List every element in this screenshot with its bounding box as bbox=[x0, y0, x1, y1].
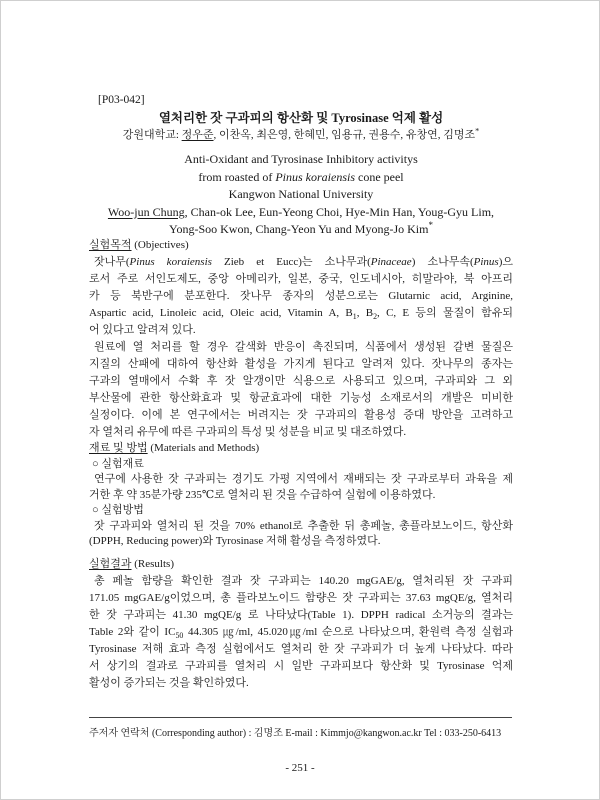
english-authors-line-1 bbox=[89, 204, 513, 222]
subscript-text: 2 bbox=[373, 312, 378, 322]
text-run: (Objectives) bbox=[131, 239, 189, 251]
species-name: Pinus koraiensis bbox=[275, 169, 355, 184]
underlined-text: 재료 및 방법 bbox=[89, 442, 148, 454]
text-run: 잣나무( bbox=[94, 256, 130, 268]
italic-text: Pinaceae bbox=[370, 256, 412, 268]
coauthors-english: Yong-Soo Kwon, Chang-Yeon Yu and Myong-Jo Kim bbox=[169, 222, 429, 236]
paragraph-line bbox=[89, 624, 513, 641]
corresponding-author-mark: * bbox=[475, 126, 480, 136]
underlined-text: 실험결과 bbox=[89, 557, 132, 570]
paragraph bbox=[89, 472, 513, 503]
coauthors-korean: , 이찬옥, 최은영, 한혜민, 임용규, 권용수, 유창연, 김명조 bbox=[213, 129, 476, 141]
subscript-text: 1 bbox=[352, 312, 357, 322]
english-authors-line-2 bbox=[89, 221, 513, 239]
corresponding-author-contact: 주저자 연락처 (Corresponding author) : 김명조 E-mail : Kimmjo@kangwon.ac.kr Tel : 033-250-6413 bbox=[89, 728, 502, 739]
text-run: 44.305 ㎍/ml, 45.020㎍/ml 순으로 나타났으며, 환원력 측정 실험과 bbox=[183, 625, 513, 638]
paragraph-line: (DPPH, Reducing power)와 Tyrosinase 저해 활성을 측정하였다. bbox=[89, 535, 381, 547]
corresponding-author-mark: * bbox=[428, 220, 433, 230]
paragraph-line: 한 잣 구과피는 41.30 mgQE/g 로 나타났다(Table 1). DPPH radical 소거능의 결과는 bbox=[89, 608, 513, 621]
text-run: (Materials and Methods) bbox=[147, 442, 260, 454]
italic-text: Pinus koraiensis bbox=[129, 256, 212, 268]
text-run: , B bbox=[356, 307, 374, 319]
english-title-text: cone peel bbox=[355, 169, 404, 184]
paragraph-line: 연구에 사용한 잣 구과피는 경기도 가평 지역에서 재배되는 잣 구과로부터 과육을 제 bbox=[94, 473, 513, 485]
english-title-text: from roasted of bbox=[198, 169, 276, 184]
text-run: , C, E 등의 물질이 함유되 bbox=[377, 307, 513, 319]
section-heading bbox=[89, 237, 513, 254]
paragraph-line: 서 상기의 결과로 구과피를 열처리 시 일반 구과피보다 항산화 및 Tyrosinase 억제 bbox=[89, 659, 513, 672]
paragraph-line bbox=[89, 305, 513, 322]
english-title-line-2 bbox=[89, 169, 513, 187]
page-number: - 251 - bbox=[285, 762, 315, 774]
italic-text: Pinus bbox=[473, 256, 499, 268]
footer-divider bbox=[89, 717, 512, 718]
paragraph-line: 자 열처리 유무에 따른 구과피의 특성 및 성분을 비교 및 대조하였다. bbox=[89, 426, 407, 438]
underlined-text: 실험목적 bbox=[89, 239, 132, 251]
paragraph-line: Tyrosinase 저해 효과 측정 실험에서도 열처리 한 잣 구과피가 더 높게 나타났다. 따라 bbox=[89, 642, 513, 655]
abstract-body bbox=[89, 237, 513, 692]
results-section bbox=[89, 556, 513, 692]
text-run: Zieb et Eucc)는 소나무과( bbox=[211, 256, 371, 268]
paragraph-line: 구과의 열매에서 수확 후 잣 알갱이만 식용으로 사용되고 있으며, 구과피와 그 외 bbox=[89, 375, 513, 387]
abstract-code: [P03-042] bbox=[98, 94, 145, 106]
korean-affiliation: 강원대학교: bbox=[122, 129, 182, 141]
paragraph-line: 카 등 북반구에 분포한다. 잣나무 종자의 성분으로는 Glutarnic acid, Arginine, bbox=[89, 290, 513, 302]
text-run: (Results) bbox=[131, 557, 174, 570]
paragraph-line: 로서 주로 서인도제도, 중앙 아메리카, 일본, 중국, 인도네시아, 히말라야, 북 아프리 bbox=[89, 273, 513, 285]
korean-title: 열처리한 잣 구과피의 항산화 및 Tyrosinase 억제 활성 bbox=[158, 110, 444, 125]
text-run: Table 2와 같이 IC bbox=[89, 625, 176, 638]
paragraph-line: 실정이다. 이에 본 연구에서는 버려지는 잣 구과피의 활용성 증대 방안을 고려하고 bbox=[89, 409, 513, 421]
paragraph-line: 부산물에 관한 항산화효과 및 항균효과에 대한 기능성 소재로서의 개발은 미비한 bbox=[89, 392, 513, 404]
materials-methods-section bbox=[89, 441, 513, 550]
paragraph bbox=[89, 573, 513, 692]
text-run: Aspartic acid, Linoleic acid, Oleic acid, Vitamin A, B bbox=[89, 307, 353, 319]
objectives-section bbox=[89, 237, 513, 441]
paragraph-line: 원료에 열 처리를 할 경우 갈색화 반응이 촉진되며, 식품에서 생성된 갈변 물질은 bbox=[94, 341, 513, 353]
paragraph bbox=[89, 339, 513, 441]
subscript-text: 50 bbox=[175, 630, 184, 640]
section-heading bbox=[89, 441, 513, 457]
text-run: ) 소나무속( bbox=[411, 256, 474, 268]
text-run: )으 bbox=[498, 256, 513, 268]
section-heading bbox=[89, 556, 513, 573]
english-affiliation: Kangwon National University bbox=[228, 187, 374, 201]
paragraph-line: 활성이 증가되는 것을 확인하였다. bbox=[89, 676, 249, 689]
paragraph-line: 잣 구과피와 열처리 된 것을 70% ethanol로 추출한 뒤 총페놀, 총플라보노이드, 항산화 bbox=[94, 519, 513, 532]
paragraph-line: 지질의 산패에 대하여 항산화 활성을 가지게 된다고 알려져 있다. 잣나무의 종자는 bbox=[89, 358, 513, 370]
paragraph bbox=[89, 254, 513, 339]
subsection-bullet: ○ 실험방법 bbox=[92, 504, 144, 516]
subsection-bullet: ○ 실험재료 bbox=[92, 457, 144, 470]
first-author-english: Woo-jun Chung bbox=[107, 204, 185, 219]
coauthors-english: , Chan-ok Lee, Eun-Yeong Choi, Hye-Min Han, Youg-Gyu Lim, bbox=[184, 204, 495, 219]
english-title-line-1: Anti-Oxidant and Tyrosinase Inhibitory activitys bbox=[184, 152, 418, 166]
paragraph-line: 171.05 mgGAE/g이었으며, 총 플라보노이드 함량은 잣 구과피는 37.63 mgQE/g, 열처리 bbox=[89, 591, 513, 604]
paragraph bbox=[89, 519, 513, 550]
paragraph-line: 어 있다고 알려져 있다. bbox=[89, 324, 196, 336]
first-author-korean: 정우준 bbox=[181, 129, 214, 141]
paragraph-line: 거한 후 약 35분가량 235℃로 열처리 된 것을 수급하여 실험에 이용하였다. bbox=[89, 488, 436, 501]
korean-authors bbox=[89, 127, 513, 145]
abstract-header bbox=[89, 92, 513, 239]
paragraph-line bbox=[89, 254, 513, 271]
paragraph-line: 총 페놀 함량을 확인한 결과 잣 구과피는 140.20 mgGAE/g, 열처리된 잣 구과피 bbox=[94, 574, 513, 587]
